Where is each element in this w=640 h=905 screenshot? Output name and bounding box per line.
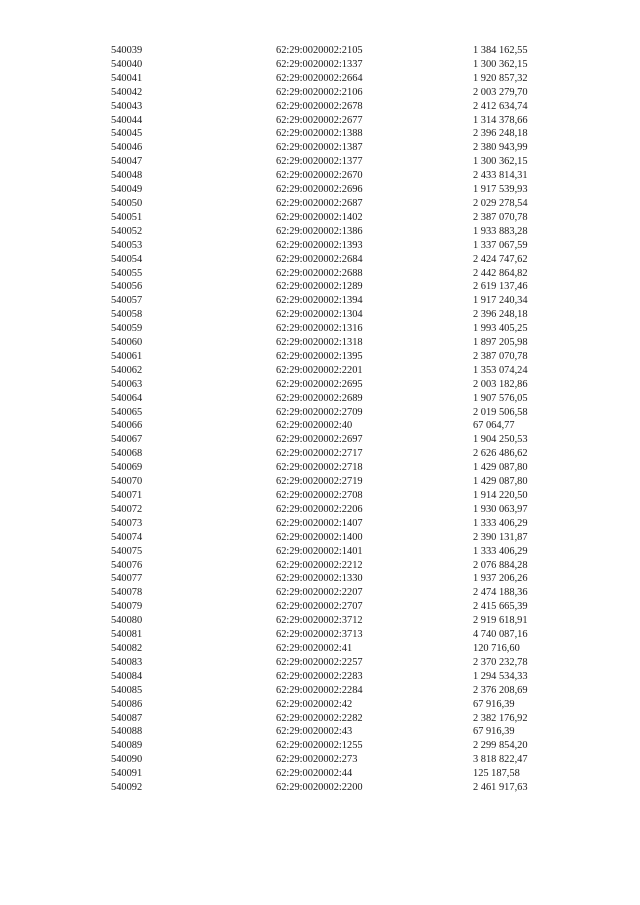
cadastral-number: 62:29:0020002:2105 bbox=[276, 45, 363, 56]
table-row bbox=[0, 58, 640, 72]
row-id: 540063 bbox=[111, 378, 143, 390]
table-row bbox=[0, 712, 640, 726]
cadastral-number: 62:29:0020002:2688 bbox=[276, 267, 363, 279]
table-row bbox=[0, 169, 640, 183]
row-id: 540073 bbox=[111, 517, 143, 529]
row-id: 540049 bbox=[111, 184, 143, 196]
table-row bbox=[0, 517, 640, 531]
table-row bbox=[0, 767, 640, 781]
table-row bbox=[0, 559, 640, 573]
row-id: 540067 bbox=[111, 434, 143, 446]
cadastral-number: 62:29:0020002:2678 bbox=[276, 100, 363, 112]
cadastral-number: 62:29:0020002:1386 bbox=[276, 225, 363, 237]
cadastral-number: 62:29:0020002:2708 bbox=[276, 490, 363, 501]
row-id: 540089 bbox=[111, 740, 143, 752]
cadastral-number: 62:29:0020002:1393 bbox=[276, 239, 363, 251]
cadastral-number: 62:29:0020002:1318 bbox=[276, 337, 363, 349]
cadastral-value: 1 300 362,15 bbox=[473, 156, 528, 168]
table-row bbox=[0, 489, 640, 503]
table-row bbox=[0, 698, 640, 712]
table-row bbox=[0, 447, 640, 461]
table-row bbox=[0, 322, 640, 336]
cadastral-number: 62:29:0020002:2719 bbox=[276, 476, 363, 488]
cadastral-number: 62:29:0020002:2709 bbox=[276, 406, 363, 418]
row-id: 540047 bbox=[111, 156, 143, 168]
cadastral-number: 62:29:0020002:44 bbox=[276, 768, 353, 780]
row-id: 540058 bbox=[111, 309, 143, 321]
row-id: 540044 bbox=[111, 114, 143, 126]
table-row bbox=[0, 572, 640, 586]
row-id: 540065 bbox=[111, 406, 143, 418]
cadastral-number: 62:29:0020002:2689 bbox=[276, 392, 363, 404]
cadastral-value: 2 396 248,18 bbox=[473, 309, 528, 321]
cadastral-value: 3 818 822,47 bbox=[473, 754, 528, 766]
cadastral-number: 62:29:0020002:1402 bbox=[276, 211, 363, 223]
table-row bbox=[0, 531, 640, 545]
table-row bbox=[0, 183, 640, 197]
cadastral-number: 62:29:0020002:2283 bbox=[276, 670, 363, 682]
cadastral-value: 2 919 618,91 bbox=[473, 615, 528, 627]
row-id: 540055 bbox=[111, 267, 143, 279]
table-row bbox=[0, 628, 640, 642]
table-row bbox=[0, 267, 640, 281]
cadastral-value: 1 907 576,05 bbox=[473, 392, 528, 404]
table-row bbox=[0, 280, 640, 294]
cadastral-number: 62:29:0020002:2212 bbox=[276, 559, 363, 571]
cadastral-value: 1 904 250,53 bbox=[473, 434, 528, 446]
cadastral-value: 2 387 070,78 bbox=[473, 350, 528, 362]
cadastral-value: 2 076 884,28 bbox=[473, 559, 528, 571]
row-id: 540088 bbox=[111, 726, 143, 738]
cadastral-number: 62:29:0020002:2206 bbox=[276, 503, 363, 515]
table-row bbox=[0, 378, 640, 392]
table-row bbox=[0, 684, 640, 698]
cadastral-value: 1 429 087,80 bbox=[473, 476, 528, 488]
cadastral-value: 125 187,58 bbox=[473, 768, 520, 780]
cadastral-value: 67 916,39 bbox=[473, 698, 515, 710]
cadastral-number: 62:29:0020002:2664 bbox=[276, 72, 363, 84]
cadastral-value: 2 029 278,54 bbox=[473, 197, 528, 209]
cadastral-value: 1 937 206,26 bbox=[473, 573, 528, 585]
table-row bbox=[0, 239, 640, 253]
table-row bbox=[0, 392, 640, 406]
cadastral-number: 62:29:0020002:2707 bbox=[276, 601, 363, 613]
row-id: 540039 bbox=[111, 45, 143, 56]
cadastral-number: 62:29:0020002:2200 bbox=[276, 782, 363, 794]
table-row bbox=[0, 294, 640, 308]
cadastral-number: 62:29:0020002:2282 bbox=[276, 712, 363, 724]
cadastral-value: 2 387 070,78 bbox=[473, 211, 528, 223]
table-row bbox=[0, 100, 640, 114]
table-row bbox=[0, 725, 640, 739]
cadastral-value: 2 299 854,20 bbox=[473, 740, 528, 752]
table-row bbox=[0, 114, 640, 128]
table-row bbox=[0, 781, 640, 795]
cadastral-value: 2 382 176,92 bbox=[473, 712, 528, 724]
row-id: 540054 bbox=[111, 253, 143, 265]
row-id: 540076 bbox=[111, 559, 143, 571]
table-row bbox=[0, 642, 640, 656]
table-row bbox=[0, 308, 640, 322]
table-row bbox=[0, 127, 640, 141]
cadastral-number: 62:29:0020002:2687 bbox=[276, 197, 363, 209]
cadastral-number: 62:29:0020002:2201 bbox=[276, 364, 363, 376]
row-id: 540041 bbox=[111, 72, 143, 84]
cadastral-value: 1 933 883,28 bbox=[473, 225, 528, 237]
cadastral-value: 67 916,39 bbox=[473, 726, 515, 738]
table-row bbox=[0, 545, 640, 559]
row-id: 540082 bbox=[111, 642, 143, 654]
row-id: 540069 bbox=[111, 462, 143, 474]
cadastral-number: 62:29:0020002:1377 bbox=[276, 156, 363, 168]
row-id: 540071 bbox=[111, 490, 143, 501]
cadastral-number: 62:29:0020002:1388 bbox=[276, 128, 363, 140]
cadastral-number: 62:29:0020002:1394 bbox=[276, 295, 363, 307]
cadastral-number: 62:29:0020002:1387 bbox=[276, 142, 363, 154]
row-id: 540060 bbox=[111, 337, 143, 349]
cadastral-number: 62:29:0020002:3713 bbox=[276, 629, 363, 641]
row-id: 540083 bbox=[111, 656, 143, 668]
table-row bbox=[0, 600, 640, 614]
row-id: 540062 bbox=[111, 364, 143, 376]
row-id: 540059 bbox=[111, 323, 143, 335]
cadastral-number: 62:29:0020002:1401 bbox=[276, 545, 363, 557]
table-row bbox=[0, 211, 640, 225]
cadastral-value: 1 333 406,29 bbox=[473, 517, 528, 529]
cadastral-value: 2 003 279,70 bbox=[473, 86, 528, 98]
row-id: 540064 bbox=[111, 392, 143, 404]
cadastral-value: 1 993 405,25 bbox=[473, 323, 528, 335]
cadastral-number: 62:29:0020002:2284 bbox=[276, 684, 363, 696]
row-id: 540043 bbox=[111, 100, 143, 112]
cadastral-number: 62:29:0020002:3712 bbox=[276, 615, 363, 627]
table-row bbox=[0, 86, 640, 100]
row-id: 540070 bbox=[111, 476, 143, 488]
table-row bbox=[0, 155, 640, 169]
row-id: 540086 bbox=[111, 698, 143, 710]
row-id: 540080 bbox=[111, 615, 143, 627]
row-id: 540072 bbox=[111, 503, 143, 515]
cadastral-value: 1 920 857,32 bbox=[473, 72, 528, 84]
row-id: 540085 bbox=[111, 684, 143, 696]
cadastral-number: 62:29:0020002:2684 bbox=[276, 253, 363, 265]
row-id: 540057 bbox=[111, 295, 143, 307]
row-id: 540056 bbox=[111, 281, 143, 293]
cadastral-number: 62:29:0020002:273 bbox=[276, 754, 358, 766]
cadastral-value: 2 424 747,62 bbox=[473, 253, 528, 265]
cadastral-number: 62:29:0020002:2717 bbox=[276, 448, 363, 460]
cadastral-value: 1 294 534,33 bbox=[473, 670, 528, 682]
row-id: 540075 bbox=[111, 545, 143, 557]
cadastral-value: 2 415 665,39 bbox=[473, 601, 528, 613]
row-id: 540061 bbox=[111, 350, 143, 362]
cadastral-value: 1 353 074,24 bbox=[473, 364, 528, 376]
cadastral-value: 4 740 087,16 bbox=[473, 629, 528, 641]
cadastral-number: 62:29:0020002:1407 bbox=[276, 517, 363, 529]
cadastral-number: 62:29:0020002:43 bbox=[276, 726, 353, 738]
row-id: 540079 bbox=[111, 601, 143, 613]
cadastral-number: 62:29:0020002:2257 bbox=[276, 656, 363, 668]
table-row bbox=[0, 586, 640, 600]
table-row bbox=[0, 614, 640, 628]
cadastral-value: 120 716,60 bbox=[473, 642, 520, 654]
cadastral-value: 2 461 917,63 bbox=[473, 782, 528, 794]
cadastral-value: 2 412 634,74 bbox=[473, 100, 528, 112]
cadastral-value: 1 917 539,93 bbox=[473, 184, 528, 196]
cadastral-number: 62:29:0020002:41 bbox=[276, 642, 353, 654]
table-row bbox=[0, 419, 640, 433]
row-id: 540048 bbox=[111, 170, 143, 182]
cadastral-number: 62:29:0020002:1395 bbox=[276, 350, 363, 362]
cadastral-value: 1 930 063,97 bbox=[473, 503, 528, 515]
cadastral-value: 1 384 162,55 bbox=[473, 45, 528, 56]
cadastral-value: 2 370 232,78 bbox=[473, 656, 528, 668]
row-id: 540066 bbox=[111, 420, 143, 432]
row-id: 540077 bbox=[111, 573, 143, 585]
table-row bbox=[0, 433, 640, 447]
cadastral-value: 2 396 248,18 bbox=[473, 128, 528, 140]
cadastral-value: 1 333 406,29 bbox=[473, 545, 528, 557]
cadastral-number: 62:29:0020002:2718 bbox=[276, 462, 363, 474]
table-row bbox=[0, 72, 640, 86]
table-row bbox=[0, 225, 640, 239]
table-row bbox=[0, 197, 640, 211]
row-id: 540090 bbox=[111, 754, 143, 766]
table-row bbox=[0, 253, 640, 267]
cadastral-value: 2 433 814,31 bbox=[473, 170, 528, 182]
cadastral-value: 1 914 220,50 bbox=[473, 490, 528, 501]
row-id: 540052 bbox=[111, 225, 143, 237]
cadastral-number: 62:29:0020002:2670 bbox=[276, 170, 363, 182]
cadastral-value: 2 003 182,86 bbox=[473, 378, 528, 390]
cadastral-number: 62:29:0020002:42 bbox=[276, 698, 353, 710]
row-id: 540078 bbox=[111, 587, 143, 599]
row-id: 540081 bbox=[111, 629, 143, 641]
row-id: 540087 bbox=[111, 712, 143, 724]
cadastral-number: 62:29:0020002:2697 bbox=[276, 434, 363, 446]
table-row bbox=[0, 350, 640, 364]
row-id: 540045 bbox=[111, 128, 143, 140]
table-row bbox=[0, 475, 640, 489]
table-row bbox=[0, 503, 640, 517]
table-row bbox=[0, 753, 640, 767]
cadastral-value: 1 314 378,66 bbox=[473, 114, 528, 126]
table-row bbox=[0, 461, 640, 475]
cadastral-number: 62:29:0020002:1289 bbox=[276, 281, 363, 293]
cadastral-number: 62:29:0020002:1255 bbox=[276, 740, 363, 752]
cadastral-number: 62:29:0020002:2106 bbox=[276, 86, 363, 98]
cadastral-number: 62:29:0020002:1400 bbox=[276, 531, 363, 543]
cadastral-value: 2 390 131,87 bbox=[473, 531, 528, 543]
cadastral-number: 62:29:0020002:2207 bbox=[276, 587, 363, 599]
table-row bbox=[0, 141, 640, 155]
cadastral-value: 2 626 486,62 bbox=[473, 448, 528, 460]
cadastral-value: 2 380 943,99 bbox=[473, 142, 528, 154]
row-id: 540091 bbox=[111, 768, 143, 780]
cadastral-value: 1 917 240,34 bbox=[473, 295, 528, 307]
row-id: 540074 bbox=[111, 531, 143, 543]
cadastral-number: 62:29:0020002:2677 bbox=[276, 114, 363, 126]
table-row bbox=[0, 364, 640, 378]
cadastral-value: 2 442 864,82 bbox=[473, 267, 528, 279]
cadastral-value: 1 300 362,15 bbox=[473, 58, 528, 70]
row-id: 540068 bbox=[111, 448, 143, 460]
cadastral-value: 2 019 506,58 bbox=[473, 406, 528, 418]
row-id: 540050 bbox=[111, 197, 143, 209]
cadastral-value: 1 337 067,59 bbox=[473, 239, 528, 251]
cadastral-number: 62:29:0020002:1304 bbox=[276, 309, 363, 321]
table-row bbox=[0, 44, 640, 58]
table-row bbox=[0, 406, 640, 420]
table-row bbox=[0, 336, 640, 350]
valuation-table bbox=[0, 44, 640, 795]
cadastral-value: 2 619 137,46 bbox=[473, 281, 528, 293]
row-id: 540053 bbox=[111, 239, 143, 251]
cadastral-value: 67 064,77 bbox=[473, 420, 515, 432]
row-id: 540046 bbox=[111, 142, 143, 154]
cadastral-number: 62:29:0020002:1316 bbox=[276, 323, 363, 335]
cadastral-value: 2 474 188,36 bbox=[473, 587, 528, 599]
cadastral-number: 62:29:0020002:1337 bbox=[276, 58, 363, 70]
row-id: 540040 bbox=[111, 58, 143, 70]
cadastral-number: 62:29:0020002:2695 bbox=[276, 378, 363, 390]
row-id: 540042 bbox=[111, 86, 143, 98]
table-row bbox=[0, 739, 640, 753]
row-id: 540092 bbox=[111, 782, 143, 794]
cadastral-value: 1 429 087,80 bbox=[473, 462, 528, 474]
cadastral-value: 2 376 208,69 bbox=[473, 684, 528, 696]
cadastral-number: 62:29:0020002:2696 bbox=[276, 184, 363, 196]
row-id: 540051 bbox=[111, 211, 143, 223]
row-id: 540084 bbox=[111, 670, 143, 682]
cadastral-number: 62:29:0020002:40 bbox=[276, 420, 353, 432]
table-row bbox=[0, 656, 640, 670]
cadastral-number: 62:29:0020002:1330 bbox=[276, 573, 363, 585]
cadastral-value: 1 897 205,98 bbox=[473, 337, 528, 349]
table-row bbox=[0, 670, 640, 684]
